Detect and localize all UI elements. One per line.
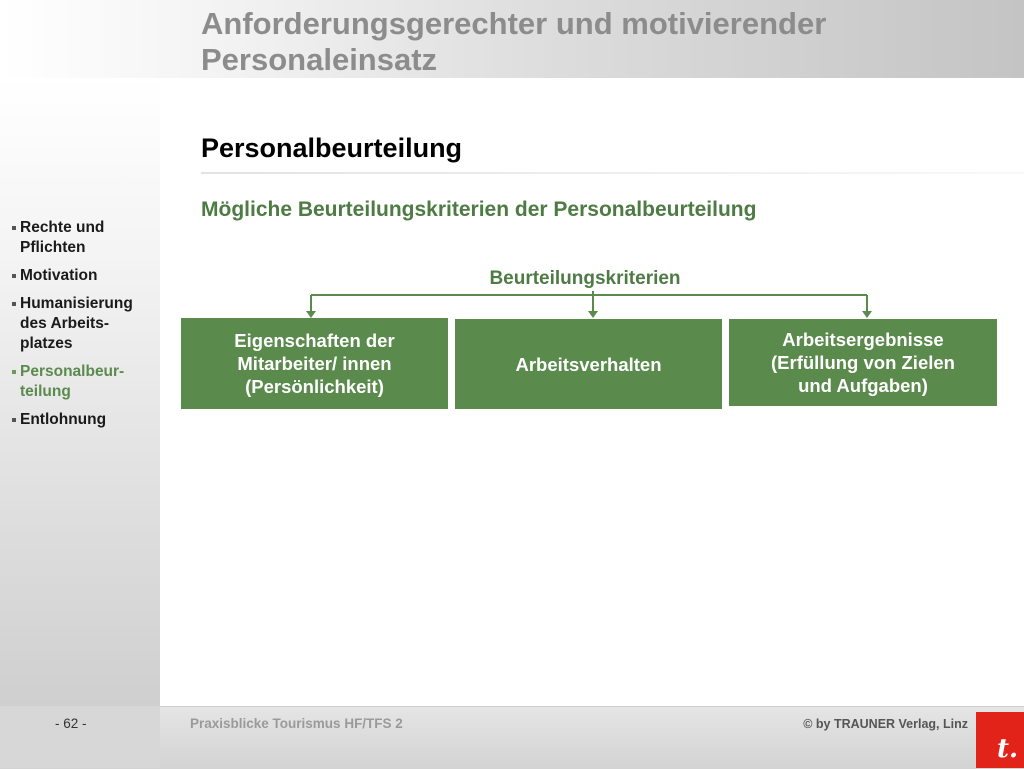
sidebar-item-rechte-und-pflichten[interactable]: Rechte und Pflichten xyxy=(12,218,152,258)
criteria-box-eigenschaften: Eigenschaften der Mitarbeiter/ innen (Persönlichkeit) xyxy=(181,318,448,409)
footer-copyright: © by TRAUNER Verlag, Linz xyxy=(803,717,968,731)
trauner-logo xyxy=(976,712,1024,768)
sidebar-item-personalbeurteilung[interactable]: Personalbeur-teilung xyxy=(12,362,152,402)
slide-subtitle: Mögliche Beurteilungskriterien der Personalbeurteilung xyxy=(201,198,757,221)
logo-text: t. xyxy=(996,734,1018,764)
arrowhead-center xyxy=(588,311,598,318)
sidebar-item-humanisierung[interactable]: Humanisierung des Arbeits-platzes xyxy=(12,294,152,354)
slide-main-title: Anforderungsgerechter und motivierender Personaleinsatz xyxy=(201,6,827,77)
sidebar-item-motivation[interactable]: Motivation xyxy=(12,266,152,286)
footer-course-title: Praxisblicke Tourismus HF/TFS 2 xyxy=(190,716,403,731)
section-title: Personalbeurteilung xyxy=(201,133,463,163)
criteria-box-arbeitsergebnisse: Arbeitsergebnisse (Erfüllung von Zielen und Aufgaben) xyxy=(729,319,997,406)
arrowhead-left xyxy=(306,311,316,318)
arrowhead-right xyxy=(862,311,872,318)
page-number: - 62 - xyxy=(55,716,87,731)
sidebar-item-entlohnung[interactable]: Entlohnung xyxy=(12,410,152,430)
diagram-root-label: Beurteilungskriterien xyxy=(489,268,681,289)
criteria-box-arbeitsverhalten: Arbeitsverhalten xyxy=(455,319,722,409)
